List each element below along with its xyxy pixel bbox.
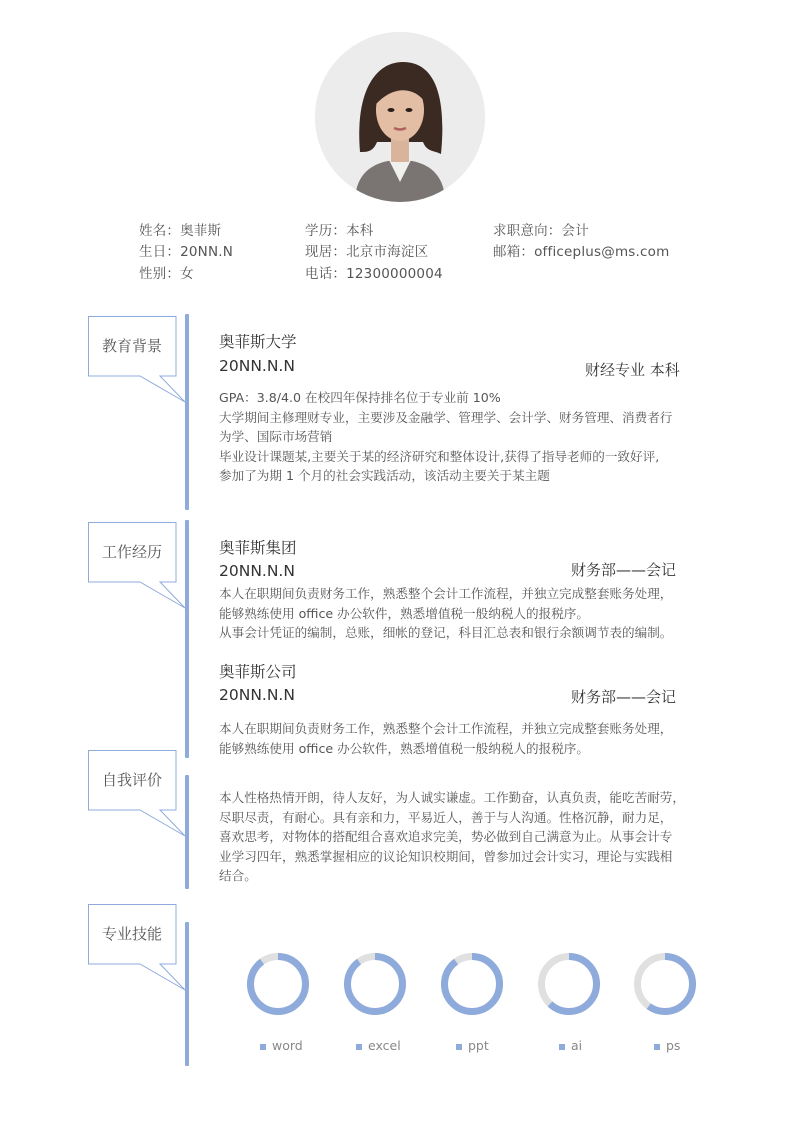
donut-fill [348,957,403,1012]
work-line: 能够熟练使用 office 办公软件，熟悉增值税一般纳税人的报税序。 [219,605,589,621]
education-line: 大学期间主修理财专业，主要涉及金融学、管理学、会计学、财务管理、消费者行 [219,409,673,425]
section-self-heading [88,750,188,810]
skill-donut-ps [633,952,697,1016]
info-email: 邮箱：officeplus@ms.com [493,244,670,260]
info-education: 学历：本科 [305,223,374,239]
skill-donut-word [246,952,310,1016]
legend-swatch [456,1044,462,1050]
self-eval-line: 业学习四年，熟悉掌握相应的议论知识校期间，曾参加过会计实习，理论与实践相 [219,848,673,864]
work-position-1: 财务部——会记 [571,561,677,579]
work-line: 本人在职期间负责财务工作，熟悉整个会计工作流程，并独立完成整套账务处理， [219,586,673,601]
legend-swatch [559,1044,565,1050]
education-line: 为学、国际市场营销 [219,429,333,444]
profile-photo [315,32,485,202]
info-phone: 电话：12300000004 [305,266,443,282]
section-skills-heading [88,904,188,964]
section-work-label: 工作经历 [101,543,162,561]
skill-donut-excel [343,952,407,1016]
section-education-heading [88,316,188,376]
skill-donut-ai [537,952,601,1016]
section-work-heading [88,522,188,582]
education-line: GPA：3.8/4.0 在校四年保持排名位于专业前 10% [219,390,501,405]
work-line: 能够熟练使用 office 办公软件，熟悉增值税一般纳税人的报税序。 [219,740,589,756]
self-evaluation-text [219,788,699,886]
info-name: 姓名：奥菲斯 [139,223,222,239]
self-eval-line: 本人性格热情开朗，待人友好，为人诚实谦虚。工作勤奋，认真负责，能吃苦耐劳， [219,790,685,805]
self-eval-line: 结合。 [219,868,257,883]
info-intention: 求职意向：会计 [493,223,589,239]
skill-legend-ps: ps [654,1038,680,1053]
work-description-1 [219,584,699,643]
skill-donut-ppt [440,952,504,1016]
work-date-1: 20NN.N.N [219,562,295,580]
info-birth: 生日：20NN.N [139,244,234,260]
self-eval-line: 尽职尽责，有耐心。具有亲和力，平易近人，善于与人沟通。性格沉静，耐力足， [219,809,673,825]
skill-legend-word: word [260,1038,303,1053]
education-line: 毕业设计课题某,主要关于某的经济研究和整体设计,获得了指导老师的一致好评, [219,448,660,464]
education-school: 奥菲斯大学 [219,333,297,351]
work-line: 本人在职期间负责财务工作，熟悉整个会计工作流程，并独立完成整套账务处理， [219,721,673,736]
work-position-2: 财务部——会记 [571,688,677,706]
work-description-2 [219,719,699,758]
education-date: 20NN.N.N [219,357,295,375]
work-company-2: 奥菲斯公司 [219,663,297,681]
skill-legend-ai: ai [559,1038,582,1053]
education-major: 财经专业 本科 [585,361,680,379]
skill-legend-excel: excel [356,1038,401,1053]
portrait-image [315,32,485,202]
education-description [219,388,699,486]
section-skills-label: 专业技能 [101,925,162,943]
self-eval-line: 喜欢思考，对物体的搭配组合喜欢追求完美，势必做到自己满意为止。从事会计专 [219,829,673,844]
work-date-2: 20NN.N.N [219,686,295,704]
section-education-label: 教育背景 [101,337,162,355]
info-gender: 性别：女 [139,266,194,282]
legend-swatch [260,1044,266,1050]
legend-swatch [356,1044,362,1050]
work-company-1: 奥菲斯集团 [219,539,297,557]
education-line: 参加了为期 1 个月的社会实践活动，该活动主要关于某主题 [219,468,550,483]
info-residence: 现居：北京市海淀区 [305,244,429,260]
legend-swatch [654,1044,660,1050]
section-self-label: 自我评价 [101,771,162,789]
donut-fill [251,957,306,1012]
skill-legend-ppt: ppt [456,1038,489,1053]
donut-fill [445,957,500,1012]
work-line: 从事会计凭证的编制，总账，细帐的登记，科目汇总表和银行余额调节表的编制。 [219,625,673,640]
